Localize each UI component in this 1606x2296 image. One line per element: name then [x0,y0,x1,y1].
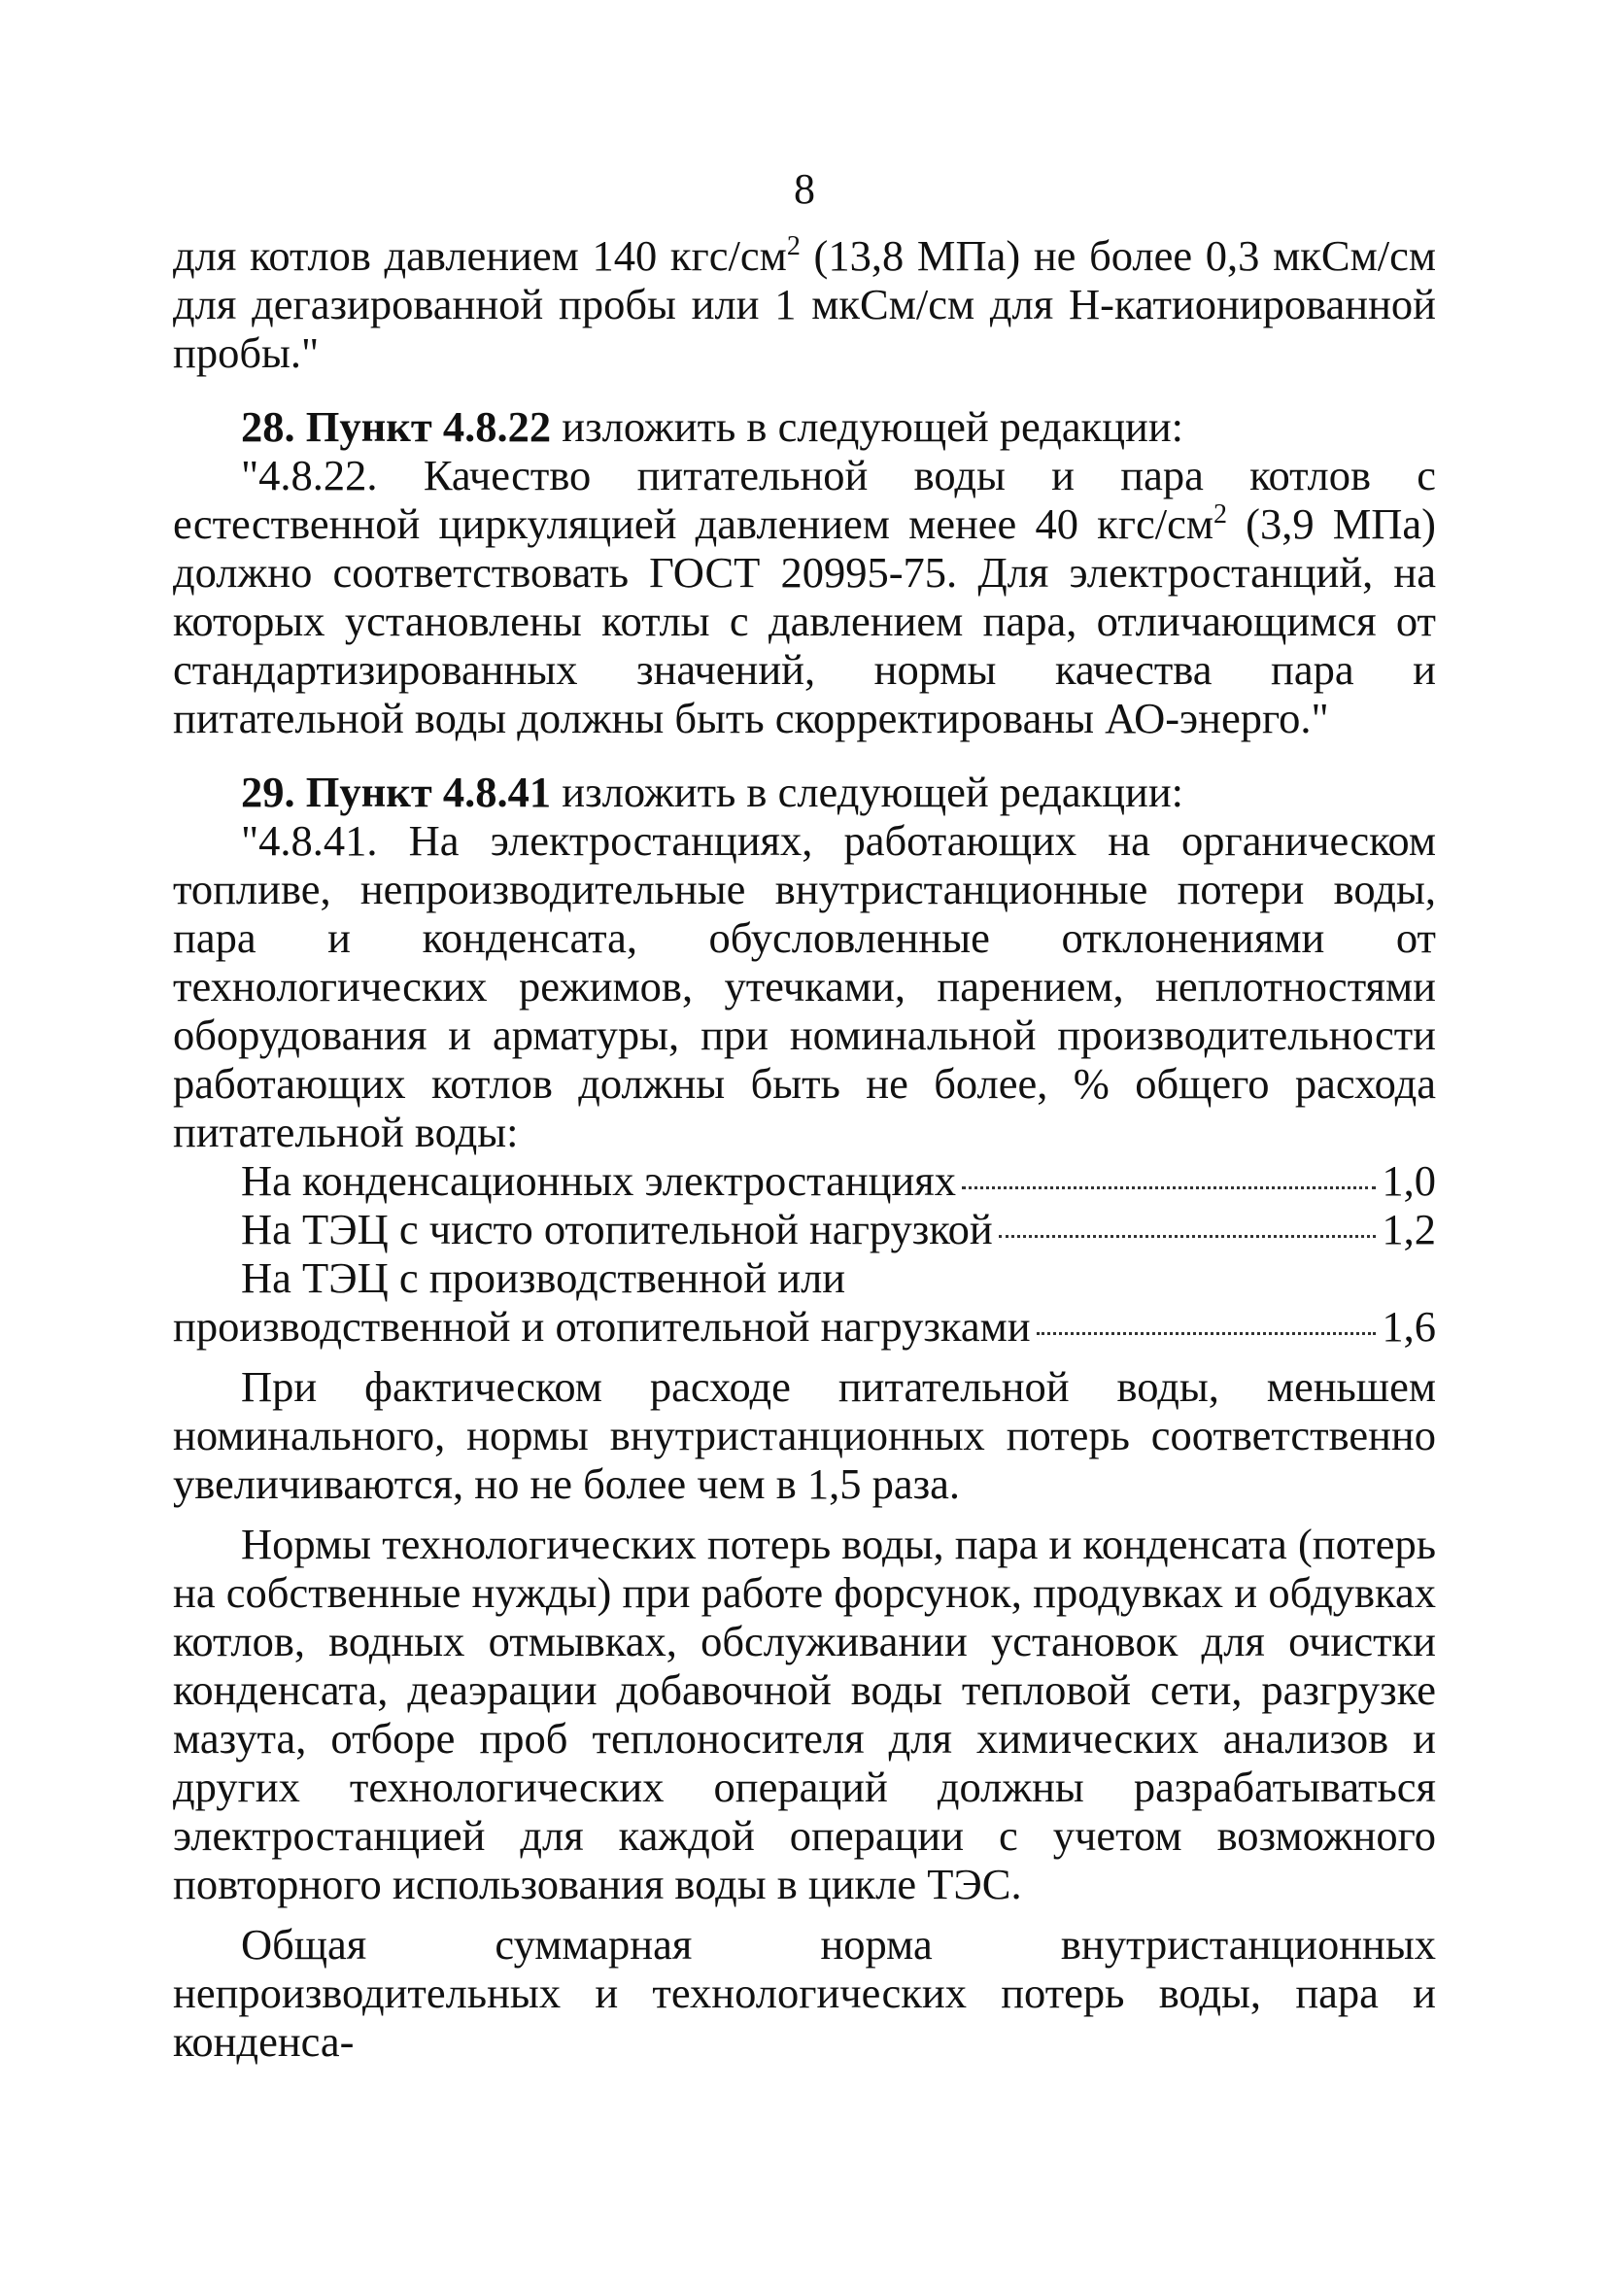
list-item-label: На ТЭЦ с чисто отопительной нагрузкой [241,1205,993,1253]
item-29-heading [173,768,1436,816]
item-28-number: 28. Пункт 4.8.22 [241,402,552,451]
item-29-number: 29. Пункт 4.8.41 [241,768,552,816]
page-number: 8 [794,165,815,213]
list-item [173,1156,1436,1205]
technological-losses-paragraph: Нормы технологических потерь воды, пара и конденсата (потерь на собственные нужды) при работе форсунок, продувках и обдувках котлов, водных отмывках, обслуживании установок для очистки конденсата, деаэрации добавочной воды тепловой сети, разгрузке мазута, отборе проб теплоносителя для химических анализов и других технологических операций должны разрабатываться электростанцией для каждой операции с учетом возможного повторного использования воды в цикле ТЭС. [173,1520,1436,1908]
item-28-superscript: 2 [1213,499,1227,530]
list-item-label: производственной и отопительной нагрузками [173,1302,1031,1351]
dot-leader [999,1235,1377,1238]
list-item [173,1205,1436,1253]
actual-consumption-paragraph: При фактическом расходе питательной воды, меньшем номинального, нормы внутристанционных потерь соответственно увеличиваются, но не более чем в 1,5 раза. [173,1362,1436,1508]
item-28-heading [173,402,1436,451]
intro-text-a: для котлов давлением 140 кгс/см [173,231,787,280]
document-page [173,165,1436,2066]
list-item-label: На ТЭЦ с производственной или [241,1253,846,1302]
item-28-instruction: изложить в следующей редакции: [551,402,1184,451]
intro-superscript: 2 [786,231,801,261]
list-item [173,1302,1436,1351]
item-28-text-b: (3,9 МПа) должно соответствовать ГОСТ 20995-75. Для электростанций, на которых установлены котлы с давлением пара, отличающимся от стандартизированных значений, нормы качества пара и питательной воды должны быть скорректированы АО-энерго." [173,499,1436,742]
item-29-text: "4.8.41. На электростанциях, работающих на органическом топливе, непроизводительные внутристанционные потери воды, пара и конденсата, обусловленные отклонениями от технологических режимов, утечками, парением, неплотностями оборудования и арматуры, при номинальной производительности работающих котлов должны быть не более, % общего расхода питательной воды: [173,816,1436,1156]
list-item-value: 1,2 [1382,1205,1436,1253]
list-item-label: На конденсационных электростанциях [241,1156,957,1205]
item-28-text-a: "4.8.22. Качество питательной воды и пара котлов с естественной циркуляцией давлением менее 40 кгс/см [173,451,1436,548]
intro-paragraph [173,231,1436,377]
loss-norms-list [173,1156,1436,1351]
list-item-value: 1,6 [1382,1302,1436,1351]
dot-leader [1037,1332,1377,1335]
list-item [173,1253,1436,1302]
dot-leader [962,1186,1376,1189]
item-28-text [173,451,1436,742]
intro-text-b: (13,8 МПа) не более 0,3 мкСм/см для дегазированной пробы или 1 мкСм/см для Н-катионированной пробы." [173,231,1436,377]
total-norm-paragraph: Общая суммарная норма внутристанционных непроизводительных и технологических потерь воды, пара и конденса- [173,1920,1436,2066]
list-item-value: 1,0 [1382,1156,1436,1205]
item-29-instruction: изложить в следующей редакции: [551,768,1184,816]
